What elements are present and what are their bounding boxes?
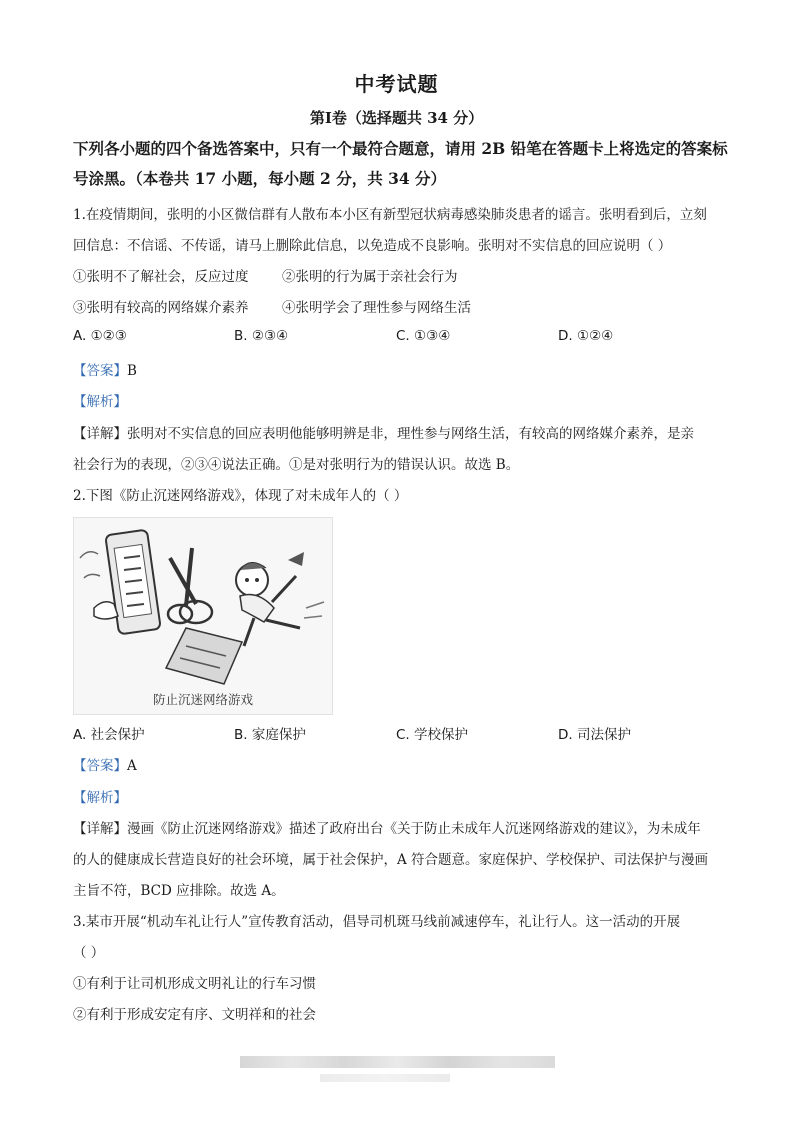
running-child-illustration (236, 552, 304, 646)
q1-stem-line2: 回信息：不信谣、不传谣，请马上删除此信息，以免造成不良影响。张明对不实信息的回应说明（ ） (73, 238, 672, 254)
q2-analysis-tag: 【解析】 (73, 790, 127, 806)
q1-statement-2: ②张明的行为属于亲社会行为 (282, 269, 458, 285)
q2-answer-line (73, 754, 137, 774)
q3-statement-1: ①有利于让司机形成文明礼让的行车习惯 (73, 976, 316, 992)
q1-statement-1: ①张明不了解社会，反应过度 (73, 269, 249, 285)
section-instruction: 下列各小题的四个备选答案中，只有一个最符合题意，请用 2B 铅笔在答题卡上将选定的答案标号涂黑。（本卷共 17 小题，每小题 2 分，共 34 分） (73, 139, 728, 188)
answer-tag: 【答案】 (73, 758, 127, 774)
detail-tag: 【详解】 (73, 426, 127, 442)
footer-watermark (240, 1056, 555, 1068)
q2-detail-text1: 漫画《防止沉迷网络游戏》描述了政府出台《关于防止未成年人沉迷网络游戏的建议》，为未成年 (127, 821, 701, 837)
q2-stem: 2.下图《防止沉迷网络游戏》，体现了对未成年人的（ ） (73, 488, 408, 504)
q1-stem-line1: 1.在疫情期间，张明的小区微信群有人散布本小区有新型冠状病毒感染肺炎患者的谣言。张明看到后，立刻 (73, 207, 707, 223)
q1-option-d: D. ①②④ (558, 328, 614, 344)
phone-illustration (105, 530, 161, 635)
q1-option-b: B. ②③④ (234, 328, 289, 344)
q3-statement-2: ②有利于形成安定有序、文明祥和的社会 (73, 1007, 316, 1023)
q2-option-b: B. 家庭保护 (234, 727, 306, 743)
q2-detail-line1 (73, 817, 701, 837)
q1-answer-line (73, 359, 137, 379)
q2-detail-line2: 的人的健康成长营造良好的社会环境，属于社会保护，A 符合题意。家庭保护、学校保护、司法保护与漫画 (73, 852, 709, 868)
section-subtitle: 第Ⅰ卷（选择题共 34 分） (309, 109, 484, 127)
detail-tag: 【详解】 (73, 821, 127, 837)
answer-tag: 【答案】 (73, 363, 127, 379)
q1-detail-line2: 社会行为的表现，②③④说法正确。①是对张明行为的错误认识。故选 B。 (73, 457, 520, 473)
scissors-illustration (168, 548, 212, 623)
q3-stem-line1: 3.某市开展“机动车礼让行人”宣传教育活动，倡导司机斑马线前减速停车，礼让行人。这一活动的开展 (73, 914, 681, 930)
q1-answer: B (127, 363, 137, 379)
q2-option-a: A. 社会保护 (73, 727, 145, 743)
cartoon-illustration (74, 518, 332, 688)
q1-option-a: A. ①②③ (73, 328, 127, 344)
q2-option-d: D. 司法保护 (558, 727, 631, 743)
page-title: 中考试题 (354, 72, 439, 96)
q1-detail-text1: 张明对不实信息的回应表明他能够明辨是非，理性参与网络生活，有较高的网络媒介素养，是亲 (127, 426, 694, 442)
footer-watermark-sub (320, 1074, 450, 1082)
q1-detail-line1 (73, 422, 694, 442)
cartoon-figure (73, 517, 333, 715)
q1-analysis-tag: 【解析】 (73, 394, 127, 410)
figure-caption: 防止沉迷网络游戏 (152, 692, 253, 707)
q1-option-c: C. ①③④ (396, 328, 451, 344)
q2-option-c: C. 学校保护 (396, 727, 469, 743)
q2-detail-line3: 主旨不符，BCD 应排除。故选 A。 (73, 883, 285, 899)
q1-statement-3: ③张明有较高的网络媒介素养 (73, 300, 249, 316)
q2-answer: A (127, 758, 137, 774)
q1-statement-4: ④张明学会了理性参与网络生活 (282, 300, 471, 316)
q3-stem-line2: （ ） (73, 945, 105, 961)
